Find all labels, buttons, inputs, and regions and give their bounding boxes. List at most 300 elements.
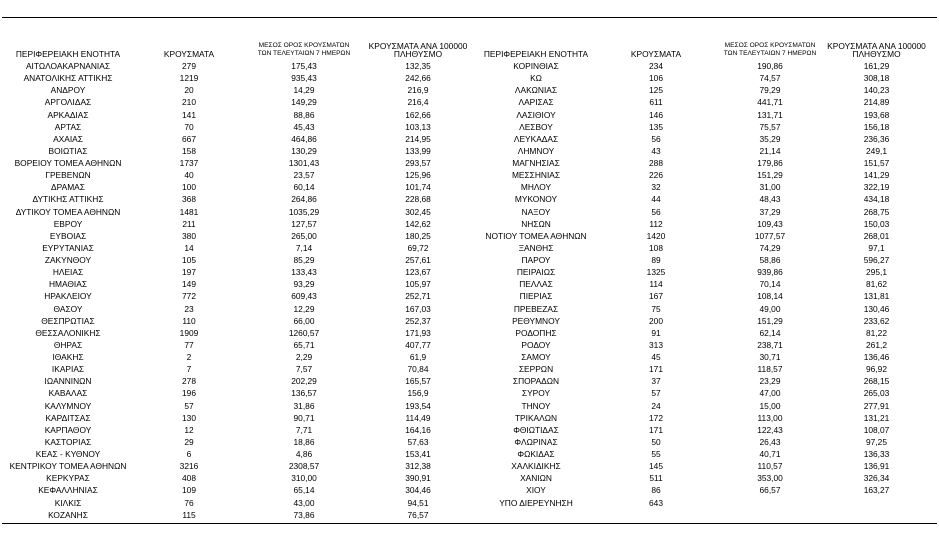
avg-7-days-cell: 175,43 <box>291 61 317 71</box>
cases-cell: 288 <box>649 158 663 168</box>
table-row <box>2 121 472 133</box>
cases-cell: 226 <box>649 170 663 181</box>
per-100000-cell: 312,38 <box>405 461 431 472</box>
per-100000-cell: 96,92 <box>866 364 887 375</box>
avg-7-days-cell: 130,29 <box>291 145 317 156</box>
table-row <box>2 315 472 327</box>
cases-cell: 109 <box>182 485 196 496</box>
per-100000-cell: 97,25 <box>866 436 887 447</box>
cases-cell: 108 <box>649 242 663 253</box>
avg-7-days-cell: 45,43 <box>293 121 315 132</box>
per-100000-cell: 125,96 <box>405 170 431 181</box>
per-100000-cell: 252,37 <box>405 315 431 326</box>
region-cell: ΜΕΣΣΗΝΙΑΣ <box>511 170 561 181</box>
table-row <box>2 448 472 460</box>
region-cell: ΚΑΛΥΜΝΟΥ <box>44 400 92 411</box>
table-row <box>2 193 472 205</box>
table-row <box>470 193 935 205</box>
cases-cell: 14 <box>184 242 194 253</box>
table-row <box>2 133 472 145</box>
table-row <box>2 412 472 424</box>
table-row <box>2 145 472 157</box>
cases-cell: 149 <box>182 279 196 290</box>
table-row <box>470 121 935 133</box>
cases-cell: 70 <box>184 121 194 132</box>
cases-cell: 29 <box>184 436 194 447</box>
header-avg-7-days <box>244 42 364 58</box>
per-100000-cell: 101,74 <box>405 182 431 193</box>
avg-7-days-cell: 74,29 <box>759 242 781 253</box>
region-cell: ΕΥΒΟΙΑΣ <box>49 230 87 241</box>
per-100000-cell: 97,1 <box>868 242 885 253</box>
region-cell: ΖΑΚΥΝΘΟΥ <box>44 255 92 265</box>
avg-7-days-cell: 74,57 <box>759 73 781 84</box>
per-100000-cell: 302,45 <box>405 206 431 217</box>
cases-cell: 12 <box>184 424 194 435</box>
avg-7-days-cell: 441,71 <box>757 97 783 108</box>
table-row <box>2 157 472 169</box>
table-row <box>2 60 472 72</box>
cases-cell: 211 <box>182 218 196 229</box>
bottom-rule <box>2 523 937 524</box>
avg-7-days-cell: 70,14 <box>759 279 781 290</box>
header-cases: ΚΡΟΥΣΜΑΤΑ <box>163 49 215 59</box>
avg-7-days-cell: 265,00 <box>291 230 317 241</box>
table-row <box>2 230 472 242</box>
table-row <box>470 351 935 363</box>
cases-cell: 75 <box>651 303 661 314</box>
header-region: ΠΕΡΙΦΕΡΕΙΑΚΗ ΕΝΟΤΗΤΑ <box>483 49 589 59</box>
region-cell: ΚΑΒΑΛΑΣ <box>48 388 88 399</box>
cases-cell: 110 <box>182 315 196 326</box>
cases-cell: 40 <box>184 170 194 181</box>
table-row <box>2 509 472 521</box>
per-100000-cell: 216,9 <box>407 85 429 96</box>
left-table-body <box>2 60 472 521</box>
region-cell: ΚΑΣΤΟΡΙΑΣ <box>44 436 92 447</box>
avg-7-days-cell: 15,00 <box>759 400 781 411</box>
avg-7-days-cell: 23,29 <box>759 376 781 387</box>
cases-cell: 56 <box>651 133 661 144</box>
cases-cell: 197 <box>182 267 196 278</box>
table-row <box>2 363 472 375</box>
avg-7-days-cell: 136,57 <box>291 388 317 399</box>
per-100000-cell: 304,46 <box>405 485 431 496</box>
cases-cell: 172 <box>649 412 663 423</box>
table-row <box>2 278 472 290</box>
region-cell: ΚΩ <box>530 73 542 84</box>
avg-7-days-cell: 2308,57 <box>288 461 320 472</box>
per-100000-cell: 228,68 <box>405 194 431 205</box>
avg-7-days-cell: 88,86 <box>293 109 315 120</box>
cases-cell: 86 <box>651 485 661 496</box>
per-100000-cell: 94,51 <box>407 497 429 508</box>
cases-cell: 76 <box>184 497 194 508</box>
cases-cell: 667 <box>182 133 196 144</box>
region-cell: ΚΟΡΙΝΘΙΑΣ <box>513 61 559 71</box>
region-cell: ΗΡΑΚΛΕΙΟΥ <box>44 291 92 302</box>
per-100000-cell: 81,62 <box>866 279 887 290</box>
cases-cell: 50 <box>651 436 661 447</box>
avg-7-days-cell: 7,14 <box>295 242 313 253</box>
region-cell: ΣΑΜΟΥ <box>521 352 551 362</box>
cases-cell: 23 <box>184 303 194 314</box>
avg-7-days-cell: 12,29 <box>293 303 315 314</box>
per-100000-cell: 70,84 <box>407 364 429 375</box>
table-row <box>470 327 935 339</box>
per-100000-cell: 153,41 <box>405 449 431 459</box>
region-cell: ΛΑΚΩΝΙΑΣ <box>514 85 558 96</box>
per-100000-cell: 164,16 <box>405 424 431 435</box>
cases-cell: 313 <box>649 339 663 350</box>
table-row <box>2 218 472 230</box>
avg-7-days-cell: 23,57 <box>293 170 315 181</box>
table-row <box>2 290 472 302</box>
per-100000-cell: 322,19 <box>863 182 890 193</box>
region-cell: ΚΑΡΠΑΘΟΥ <box>44 424 92 435</box>
table-row <box>470 436 935 448</box>
cases-cell: 1481 <box>179 206 199 217</box>
region-cell: ΡΕΘΥΜΝΟΥ <box>512 315 560 326</box>
region-cell: ΜΑΓΝΗΣΙΑΣ <box>512 158 560 168</box>
region-cell: ΓΡΕΒΕΝΩΝ <box>45 170 91 181</box>
per-100000-cell: 103,13 <box>405 121 431 132</box>
per-100000-cell: 214,89 <box>863 97 890 108</box>
per-100000-cell: 390,91 <box>405 473 431 484</box>
avg-7-days-cell: 151,29 <box>757 170 783 181</box>
table-row <box>470 339 935 351</box>
avg-7-days-cell: 93,29 <box>293 279 315 290</box>
header-region: ΠΕΡΙΦΕΡΕΙΑΚΗ ΕΝΟΤΗΤΑ <box>15 49 121 59</box>
per-100000-cell: 249,1 <box>866 145 887 156</box>
per-100000-cell: 140,23 <box>863 85 890 96</box>
per-100000-cell: 268,75 <box>863 206 890 217</box>
cases-cell: 37 <box>651 376 661 387</box>
left-header-row <box>2 38 472 60</box>
per-100000-cell: 295,1 <box>866 267 887 278</box>
per-100000-cell: 167,03 <box>405 303 431 314</box>
cases-cell: 44 <box>651 194 661 205</box>
per-100000-cell: 596,27 <box>863 255 890 265</box>
avg-7-days-cell: 73,86 <box>293 509 315 520</box>
cases-cell: 57 <box>184 400 194 411</box>
region-cell: ΚΑΡΔΙΤΣΑΣ <box>45 412 91 423</box>
avg-7-days-cell: 31,86 <box>293 400 315 411</box>
per-100000-cell: 131,81 <box>863 291 890 302</box>
cases-cell: 278 <box>182 376 196 387</box>
avg-7-days-cell: 353,00 <box>757 473 783 484</box>
cases-cell: 112 <box>649 218 663 229</box>
table-row <box>470 133 935 145</box>
region-cell: ΧΙΟΥ <box>526 485 546 496</box>
table-row <box>470 157 935 169</box>
avg-7-days-cell: 75,57 <box>759 121 781 132</box>
table-row <box>470 169 935 181</box>
region-cell: ΒΟΙΩΤΙΑΣ <box>48 145 88 156</box>
table-row <box>2 351 472 363</box>
table-row <box>470 448 935 460</box>
per-100000-cell: 233,62 <box>863 315 890 326</box>
region-cell: ΔΡΑΜΑΣ <box>51 182 85 193</box>
per-100000-cell: 123,67 <box>405 267 431 278</box>
right-table-body <box>470 60 935 509</box>
per-100000-cell: 156,18 <box>863 121 890 132</box>
cases-cell: 45 <box>651 352 661 362</box>
per-100000-cell: 142,62 <box>405 218 431 229</box>
cases-cell: 130 <box>182 412 196 423</box>
right-header-row <box>470 38 935 60</box>
cases-cell: 55 <box>651 449 661 459</box>
avg-7-days-cell: 1035,29 <box>288 206 320 217</box>
cases-cell: 135 <box>649 121 663 132</box>
cases-cell: 200 <box>649 315 663 326</box>
per-100000-cell: 131,21 <box>863 412 890 423</box>
region-cell: ΣΕΡΡΩΝ <box>518 364 554 375</box>
per-100000-cell: 268,15 <box>863 376 890 387</box>
table-row <box>2 460 472 472</box>
cases-cell: 368 <box>182 194 196 205</box>
table-row <box>470 375 935 387</box>
per-100000-cell: 326,34 <box>863 473 890 484</box>
avg-7-days-cell: 464,86 <box>291 133 317 144</box>
avg-7-days-cell: 62,14 <box>759 327 781 338</box>
avg-7-days-cell: 65,71 <box>293 339 315 350</box>
avg-7-days-cell: 14,29 <box>293 85 315 96</box>
cases-cell: 114 <box>649 279 663 290</box>
avg-7-days-cell: 58,86 <box>759 255 781 265</box>
header-per-line2: ΠΛΗΘΥΣΜΟ <box>852 49 901 59</box>
table-row <box>470 412 935 424</box>
region-cell: ΙΘΑΚΗΣ <box>52 352 84 362</box>
avg-7-days-cell: 202,29 <box>291 376 317 387</box>
avg-7-days-cell: 21,14 <box>759 145 781 156</box>
region-cell: ΘΕΣΣΑΛΟΝΙΚΗΣ <box>35 327 101 338</box>
region-cell: ΠΙΕΡΙΑΣ <box>519 291 553 302</box>
avg-7-days-cell: 113,00 <box>757 412 783 423</box>
per-100000-cell: 277,91 <box>863 400 890 411</box>
region-cell: ΠΕΙΡΑΙΩΣ <box>516 267 556 278</box>
region-cell: ΜΥΚΟΝΟΥ <box>514 194 558 205</box>
table-row <box>470 363 935 375</box>
region-cell: ΑΧΑΙΑΣ <box>53 133 83 144</box>
cases-cell: 43 <box>651 145 661 156</box>
per-100000-cell: 108,07 <box>863 424 890 435</box>
region-cell: ΔΥΤΙΚΟΥ ΤΟΜΕΑ ΑΘΗΝΩΝ <box>15 206 121 217</box>
per-100000-cell: 236,36 <box>863 133 890 144</box>
cases-cell: 7 <box>186 364 192 375</box>
region-cell: ΔΥΤΙΚΗΣ ΑΤΤΙΚΗΣ <box>32 194 104 205</box>
table-row <box>470 484 935 496</box>
cases-cell: 125 <box>649 85 663 96</box>
per-100000-cell: 163,27 <box>863 485 890 496</box>
region-cell: ΑΡΚΑΔΙΑΣ <box>47 109 89 120</box>
per-100000-cell: 151,57 <box>863 158 890 168</box>
per-100000-cell: 180,25 <box>405 230 431 241</box>
header-avg-line1: ΜΕΣΟΣ ΟΡΟΣ ΚΡΟΥΣΜΑΤΩΝ <box>724 42 816 49</box>
avg-7-days-cell: 109,43 <box>757 218 783 229</box>
avg-7-days-cell: 151,29 <box>757 315 783 326</box>
per-100000-cell: 162,66 <box>405 109 431 120</box>
cases-cell: 91 <box>651 327 661 338</box>
table-row <box>2 84 472 96</box>
table-row <box>2 96 472 108</box>
avg-7-days-cell: 133,43 <box>291 267 317 278</box>
cases-cell: 167 <box>649 291 663 302</box>
table-row <box>470 254 935 266</box>
region-cell: ΛΗΜΝΟΥ <box>517 145 555 156</box>
avg-7-days-cell: 110,57 <box>757 461 783 472</box>
region-cell: ΑΙΤΩΛΟΑΚΑΡΝΑΝΙΑΣ <box>25 61 111 71</box>
per-100000-cell: 141,29 <box>863 170 890 181</box>
avg-7-days-cell: 37,29 <box>759 206 781 217</box>
per-100000-cell: 257,61 <box>405 255 431 265</box>
per-100000-cell: 268,01 <box>863 230 890 241</box>
avg-7-days-cell: 122,43 <box>757 424 783 435</box>
region-cell: ΛΑΡΙΣΑΣ <box>518 97 554 108</box>
table-row <box>470 145 935 157</box>
per-100000-cell: 214,95 <box>405 133 431 144</box>
per-100000-cell: 434,18 <box>863 194 890 205</box>
cases-cell: 146 <box>649 109 663 120</box>
avg-7-days-cell: 609,43 <box>291 291 317 302</box>
avg-7-days-cell: 66,57 <box>759 485 781 496</box>
table-row <box>470 290 935 302</box>
avg-7-days-cell: 43,00 <box>293 497 315 508</box>
per-100000-cell: 57,63 <box>407 436 429 447</box>
table-row <box>470 472 935 484</box>
cases-cell: 77 <box>184 339 194 350</box>
region-cell: ΠΡΕΒΕΖΑΣ <box>513 303 559 314</box>
region-cell: ΚΕΦΑΛΛΗΝΙΑΣ <box>38 485 98 496</box>
table-row <box>2 109 472 121</box>
per-100000-cell: 293,57 <box>405 158 431 168</box>
region-cell: ΦΩΚΙΔΑΣ <box>517 449 555 459</box>
table-row <box>470 96 935 108</box>
avg-7-days-cell: 238,71 <box>757 339 783 350</box>
cases-cell: 145 <box>649 461 663 472</box>
avg-7-days-cell: 4,86 <box>295 449 313 459</box>
region-cell: ΑΡΤΑΣ <box>54 121 82 132</box>
region-cell: ΜΗΛΟΥ <box>520 182 552 193</box>
cases-cell: 1737 <box>179 158 199 168</box>
avg-7-days-cell: 935,43 <box>291 73 317 84</box>
per-100000-cell: 407,77 <box>405 339 431 350</box>
header-per-line2: ΠΛΗΘΥΣΜΟ <box>393 49 443 59</box>
cases-cell: 171 <box>649 364 663 375</box>
header-per-line1: ΚΡΟΥΣΜΑΤΑ ΑΝΑ 100000 <box>368 41 468 51</box>
cases-cell: 772 <box>182 291 196 302</box>
header-avg-7-days <box>710 42 830 58</box>
region-cell: ΛΕΥΚΑΔΑΣ <box>513 133 559 144</box>
per-100000-cell: 61,9 <box>409 352 427 362</box>
avg-7-days-cell: 7,71 <box>295 424 313 435</box>
region-cell: ΡΟΔΟΥ <box>521 339 551 350</box>
cases-cell: 171 <box>649 424 663 435</box>
region-cell: ΕΒΡΟΥ <box>53 218 83 229</box>
region-cell: ΛΑΣΙΘΙΟΥ <box>516 109 556 120</box>
right-table <box>470 38 935 509</box>
table-row <box>2 387 472 399</box>
per-100000-cell: 150,03 <box>863 218 890 229</box>
region-cell: ΧΑΝΙΩΝ <box>520 473 552 484</box>
avg-7-days-cell: 35,29 <box>759 133 781 144</box>
per-100000-cell: 136,91 <box>863 461 890 472</box>
avg-7-days-cell: 2,29 <box>295 352 313 362</box>
per-100000-cell: 193,68 <box>863 109 890 120</box>
avg-7-days-cell: 48,43 <box>759 194 781 205</box>
region-cell: ΑΝΔΡΟΥ <box>50 85 86 96</box>
region-cell: ΡΟΔΟΠΗΣ <box>515 327 557 338</box>
avg-7-days-cell: 47,00 <box>759 388 781 399</box>
avg-7-days-cell: 310,00 <box>291 473 317 484</box>
header-avg-line2: ΤΩΝ ΤΕΛΕΥΤΑΙΩΝ 7 ΗΜΕΡΩΝ <box>723 50 817 57</box>
per-100000-cell: 156,9 <box>407 388 429 399</box>
cases-cell: 24 <box>651 400 661 411</box>
cases-cell: 2 <box>186 352 192 362</box>
table-row <box>470 60 935 72</box>
region-cell: ΑΝΑΤΟΛΙΚΗΣ ΑΤΤΙΚΗΣ <box>23 73 113 84</box>
per-100000-cell: 105,97 <box>405 279 431 290</box>
table-row <box>2 254 472 266</box>
region-cell: ΗΛΕΙΑΣ <box>52 267 84 278</box>
table-row <box>2 436 472 448</box>
region-cell: ΠΕΛΛΑΣ <box>519 279 553 290</box>
per-100000-cell: 136,46 <box>863 352 890 362</box>
per-100000-cell: 133,99 <box>405 145 431 156</box>
table-row <box>470 400 935 412</box>
region-cell: ΕΥΡΥΤΑΝΙΑΣ <box>42 242 94 253</box>
cases-cell: 643 <box>649 497 663 508</box>
table-row <box>470 218 935 230</box>
table-row <box>470 266 935 278</box>
table-row <box>470 460 935 472</box>
header-per-line1: ΚΡΟΥΣΜΑΤΑ ΑΝΑ 100000 <box>827 41 926 51</box>
table-row <box>470 497 935 509</box>
region-cell: ΤΡΙΚΑΛΩΝ <box>514 412 558 423</box>
table-row <box>470 230 935 242</box>
region-cell: ΥΠΟ ΔΙΕΡΕΥΝΗΣΗ <box>499 497 573 508</box>
region-cell: ΤΗΝΟΥ <box>521 400 551 411</box>
cases-cell: 1325 <box>646 267 666 278</box>
region-cell: ΝΗΣΩΝ <box>521 218 551 229</box>
region-cell: ΦΘΙΩΤΙΔΑΣ <box>513 424 559 435</box>
avg-7-days-cell: 49,00 <box>759 303 781 314</box>
avg-7-days-cell: 939,86 <box>757 267 783 278</box>
per-100000-cell: 132,35 <box>405 61 431 71</box>
region-cell: ΒΟΡΕΙΟΥ ΤΟΜΕΑ ΑΘΗΝΩΝ <box>14 158 122 168</box>
table-row <box>470 315 935 327</box>
avg-7-days-cell: 127,57 <box>291 218 317 229</box>
per-100000-cell: 193,54 <box>405 400 431 411</box>
per-100000-cell: 165,57 <box>405 376 431 387</box>
table-row <box>2 484 472 496</box>
table-row <box>470 84 935 96</box>
per-100000-cell: 265,03 <box>863 388 890 399</box>
avg-7-days-cell: 179,86 <box>757 158 783 168</box>
avg-7-days-cell: 40,71 <box>759 449 781 459</box>
header-avg-line2: ΤΩΝ ΤΕΛΕΥΤΑΙΩΝ 7 ΗΜΕΡΩΝ <box>257 50 351 57</box>
region-cell: ΚΕΝΤΡΙΚΟΥ ΤΟΜΕΑ ΑΘΗΝΩΝ <box>9 461 127 472</box>
cases-cell: 56 <box>651 206 661 217</box>
avg-7-days-cell: 66,00 <box>293 315 315 326</box>
region-cell: ΝΑΞΟΥ <box>521 206 551 217</box>
region-cell: ΑΡΓΟΛΙΔΑΣ <box>44 97 92 108</box>
per-100000-cell: 130,46 <box>863 303 890 314</box>
table-row <box>2 497 472 509</box>
table-row <box>2 303 472 315</box>
table-row <box>2 424 472 436</box>
per-100000-cell: 216,4 <box>407 97 429 108</box>
